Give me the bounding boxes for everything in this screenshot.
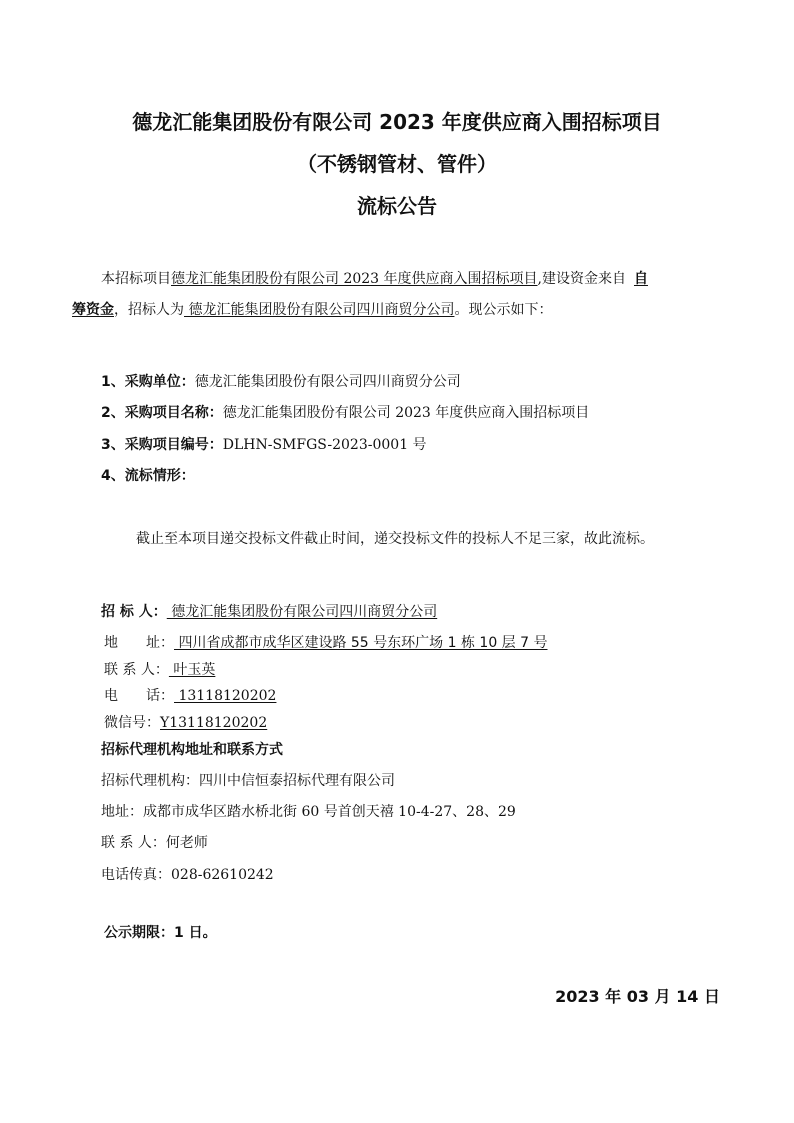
announcement-date: 2023 年 03 月 14 日 bbox=[555, 987, 720, 1006]
contact-value: 叶玉英 bbox=[168, 662, 216, 678]
contact-label: 地 址： bbox=[104, 635, 174, 651]
intro-prefix: 本招标项目 bbox=[101, 271, 171, 287]
contact-wechat bbox=[104, 716, 267, 730]
announcement-period: 公示期限：1 日。 bbox=[104, 925, 217, 941]
item-label: 2、采购项目名称： bbox=[101, 405, 223, 421]
contact-phone bbox=[104, 689, 276, 703]
contact-value: 13118120202 bbox=[174, 688, 277, 704]
contact-tenderee bbox=[101, 605, 437, 619]
contact-label: 电 话： bbox=[104, 688, 174, 704]
intro-project: 德龙汇能集团股份有限公司 2023 年度供应商入围招标项目 bbox=[171, 271, 538, 287]
agent-person: 联 系 人：何老师 bbox=[101, 835, 208, 851]
intro-tenderee: 德龙汇能集团股份有限公司四川商贸分公司 bbox=[184, 302, 455, 318]
intro-end: 。现公示如下： bbox=[454, 302, 553, 318]
contact-value: 德龙汇能集团股份有限公司四川商贸分公司 bbox=[166, 604, 438, 620]
title-line-2: （不锈钢管材、管件） bbox=[297, 152, 497, 176]
item-label: 4、流标情形： bbox=[101, 468, 195, 484]
title-line-1: 德龙汇能集团股份有限公司 2023 年度供应商入围招标项目 bbox=[132, 110, 662, 134]
intro-line-2 bbox=[72, 303, 552, 317]
item-value: DLHN-SMFGS-2023-0001 号 bbox=[222, 437, 427, 453]
contact-value: 四川省成都市成华区建设路 55 号东环广场 1 栋 10 层 7 号 bbox=[174, 635, 548, 651]
item-label: 3、采购项目编号： bbox=[101, 437, 223, 453]
intro-fund-text: ,建设资金来自 bbox=[537, 271, 626, 287]
agent-heading: 招标代理机构地址和联系方式 bbox=[101, 742, 283, 758]
intro-fund-b: 筹资金 bbox=[72, 302, 114, 318]
item-failure-case bbox=[101, 469, 195, 483]
contact-person bbox=[104, 663, 215, 677]
contact-label: 微信号： bbox=[104, 715, 160, 731]
item-label: 1、采购单位： bbox=[101, 374, 195, 390]
contact-label: 招 标 人： bbox=[101, 604, 167, 620]
title-line-3: 流标公告 bbox=[357, 194, 437, 218]
agent-fax: 电话传真：028-62610242 bbox=[101, 867, 274, 883]
item-value: 德龙汇能集团股份有限公司 2023 年度供应商入围招标项目 bbox=[222, 405, 590, 421]
intro-tenderee-text: ，招标人为 bbox=[114, 302, 184, 318]
item-project-name bbox=[101, 406, 589, 420]
contact-label: 联 系 人： bbox=[104, 662, 169, 678]
agent-org: 招标代理机构：四川中信恒泰招标代理有限公司 bbox=[101, 773, 395, 789]
item-project-number bbox=[101, 438, 427, 452]
contact-address bbox=[104, 636, 548, 650]
item-value: 德龙汇能集团股份有限公司四川商贸分公司 bbox=[194, 374, 461, 390]
intro-line-1 bbox=[101, 272, 648, 286]
intro-fund-a: 自 bbox=[633, 271, 648, 287]
agent-address: 地址：成都市成华区踏水桥北街 60 号首创天禧 10-4-27、28、29 bbox=[101, 804, 516, 820]
item-purchaser bbox=[101, 375, 461, 389]
contact-value: Y13118120202 bbox=[160, 715, 268, 731]
failure-reason: 截止至本项目递交投标文件截止时间，递交投标文件的投标人不足三家，故此流标。 bbox=[136, 531, 654, 547]
